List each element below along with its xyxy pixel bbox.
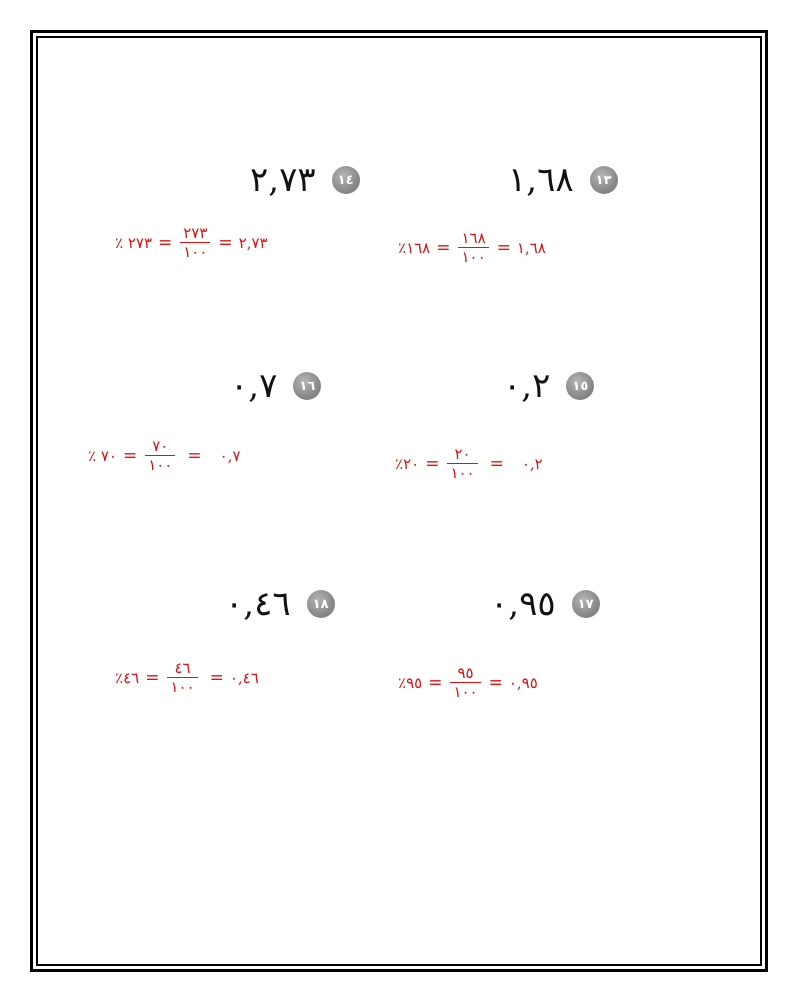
answer-decimal: ٠,٢ bbox=[521, 454, 543, 473]
problem-16 bbox=[230, 366, 321, 406]
answer-percent: ٪١٦٨ bbox=[398, 238, 431, 257]
equals-sign: = bbox=[145, 667, 160, 688]
fraction-numerator: ١٦٨ bbox=[461, 229, 486, 247]
fraction-denominator: ١٠٠ bbox=[183, 243, 208, 261]
answer-fraction bbox=[180, 225, 210, 260]
answer-decimal: ٠,٧ bbox=[219, 446, 241, 465]
answer-fraction bbox=[458, 230, 488, 265]
fraction-denominator: ١٠٠ bbox=[453, 683, 478, 701]
equals-sign: = bbox=[496, 237, 511, 258]
answer-18 bbox=[115, 660, 259, 695]
fraction-numerator: ٢٧٣ bbox=[183, 224, 208, 242]
problem-badge: ١٦ bbox=[293, 372, 321, 400]
page-border-inner bbox=[36, 36, 762, 966]
answer-14 bbox=[115, 225, 268, 260]
fraction-numerator: ٢٠ bbox=[454, 445, 471, 463]
problem-18 bbox=[225, 584, 335, 624]
fraction-numerator: ٤٦ bbox=[174, 659, 191, 677]
answer-fraction bbox=[167, 660, 197, 695]
answer-percent: ٪ ٧٠ bbox=[88, 446, 117, 465]
fraction-denominator: ١٠٠ bbox=[450, 464, 475, 482]
equals-sign: = bbox=[425, 453, 440, 474]
problem-number: ٢,٧٣ bbox=[250, 160, 316, 200]
equals-sign: = bbox=[187, 445, 202, 466]
equals-sign: = bbox=[218, 232, 233, 253]
answer-fraction bbox=[450, 665, 480, 700]
answer-percent: ٪٢٠ bbox=[395, 454, 420, 473]
equals-sign: = bbox=[488, 672, 503, 693]
problem-15 bbox=[503, 366, 594, 406]
problem-badge: ١٧ bbox=[572, 590, 600, 618]
equals-sign: = bbox=[436, 237, 451, 258]
problem-number: ٠,٢ bbox=[503, 366, 551, 406]
fraction-denominator: ١٠٠ bbox=[148, 456, 173, 474]
answer-16 bbox=[88, 438, 241, 473]
problem-badge: ١٣ bbox=[590, 166, 618, 194]
problem-badge: ١٨ bbox=[307, 590, 335, 618]
answer-decimal: ٠,٤٦ bbox=[229, 668, 259, 687]
fraction-numerator: ٧٠ bbox=[152, 437, 169, 455]
equals-sign: = bbox=[489, 453, 504, 474]
equals-sign: = bbox=[209, 667, 224, 688]
problem-14 bbox=[250, 160, 360, 200]
equals-sign: = bbox=[158, 232, 173, 253]
problem-number: ٠,٧ bbox=[230, 366, 278, 406]
problem-13 bbox=[508, 160, 618, 200]
answer-17 bbox=[398, 665, 538, 700]
problem-number: ٠,٤٦ bbox=[225, 584, 291, 624]
answer-15 bbox=[395, 446, 543, 481]
problem-number: ٠,٩٥ bbox=[490, 584, 556, 624]
answer-fraction bbox=[447, 446, 477, 481]
problem-badge: ١٥ bbox=[566, 372, 594, 400]
answer-13 bbox=[398, 230, 546, 265]
answer-decimal: ٢,٧٣ bbox=[238, 233, 268, 252]
fraction-denominator: ١٠٠ bbox=[461, 248, 486, 266]
answer-percent: ٪٩٥ bbox=[398, 673, 423, 692]
fraction-numerator: ٩٥ bbox=[457, 664, 474, 682]
equals-sign: = bbox=[428, 672, 443, 693]
answer-percent: ٪ ٢٧٣ bbox=[115, 233, 152, 252]
problem-number: ١,٦٨ bbox=[508, 160, 574, 200]
answer-decimal: ٠,٩٥ bbox=[508, 673, 538, 692]
answer-decimal: ١,٦٨ bbox=[516, 238, 546, 257]
problem-badge: ١٤ bbox=[332, 166, 360, 194]
answer-fraction bbox=[145, 438, 175, 473]
equals-sign: = bbox=[122, 445, 138, 466]
fraction-denominator: ١٠٠ bbox=[170, 678, 195, 696]
problem-17 bbox=[490, 584, 600, 624]
answer-percent: ٪٤٦ bbox=[115, 668, 140, 687]
